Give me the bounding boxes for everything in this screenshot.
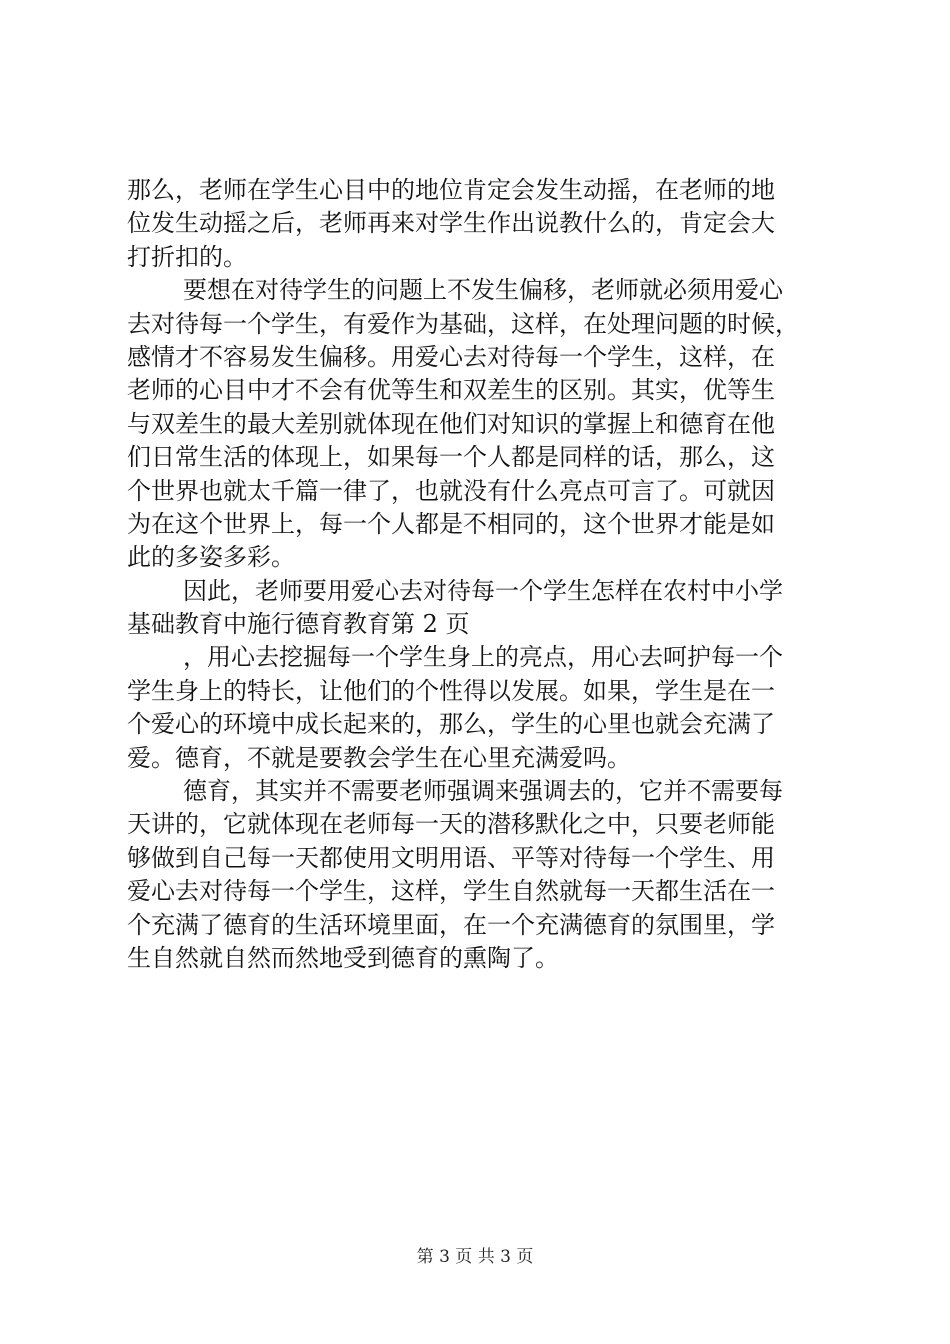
text-line: 基础教育中施行德育教育第 2 页 — [127, 610, 470, 639]
document-body — [127, 174, 847, 975]
text-line: 爱。德育，不就是要教会学生在心里充满爱吗。 — [127, 743, 631, 772]
text-line: 个爱心的环境中成长起来的，那么，学生的心里也就会充满了 — [127, 710, 775, 739]
text-line: 们日常生活的体现上，如果每一个人都是同样的话，那么，这 — [127, 443, 775, 472]
text-line: 感情才不容易发生偏移。用爱心去对待每一个学生，这样，在 — [127, 342, 775, 371]
text-line: 去对待每一个学生，有爱作为基础，这样，在处理问题的时候， — [127, 309, 799, 338]
text-line: 位发生动摇之后，老师再来对学生作出说教什么的，肯定会大 — [127, 209, 775, 238]
text-line: 个充满了德育的生活环境里面，在一个充满德育的氛围里，学 — [127, 910, 775, 939]
text-line: 老师的心目中才不会有优等生和双差生的区别。其实，优等生 — [127, 376, 775, 405]
paragraph-start-line: 要想在对待学生的问题上不发生偏移，老师就必须用爱心 — [183, 276, 783, 305]
text-line: 此的多姿多彩。 — [127, 543, 295, 572]
paragraph-start-line: 因此，老师要用爱心去对待每一个学生怎样在农村中小学 — [183, 576, 783, 605]
text-line: 为在这个世界上，每一个人都是不相同的，这个世界才能是如 — [127, 509, 775, 538]
text-line: 与双差生的最大差别就体现在他们对知识的掌握上和德育在他 — [127, 409, 775, 438]
text-line: 够做到自己每一天都使用文明用语、平等对待每一个学生、用 — [127, 843, 775, 872]
text-line: 生自然就自然而然地受到德育的熏陶了。 — [127, 943, 559, 972]
text-line: 学生身上的特长，让他们的个性得以发展。如果，学生是在一 — [127, 676, 775, 705]
text-line: 爱心去对待每一个学生，这样，学生自然就每一天都生活在一 — [127, 877, 775, 906]
paragraph-start-line: 德育，其实并不需要老师强调来强调去的，它并不需要每 — [183, 777, 783, 806]
paragraph-start-line: ，用心去挖掘每一个学生身上的亮点，用心去呵护每一个 — [183, 643, 783, 672]
text-line: 那么，老师在学生心目中的地位肯定会发生动摇，在老师的地 — [127, 176, 775, 204]
text-line: 天讲的，它就体现在老师每一天的潜移默化之中，只要老师能 — [127, 810, 775, 839]
text-line: 个世界也就太千篇一律了，也就没有什么亮点可言了。可就因 — [127, 476, 775, 505]
page-footer: 第 3 页 共 3 页 — [416, 1247, 534, 1267]
text-line: 打折扣的。 — [127, 242, 247, 271]
